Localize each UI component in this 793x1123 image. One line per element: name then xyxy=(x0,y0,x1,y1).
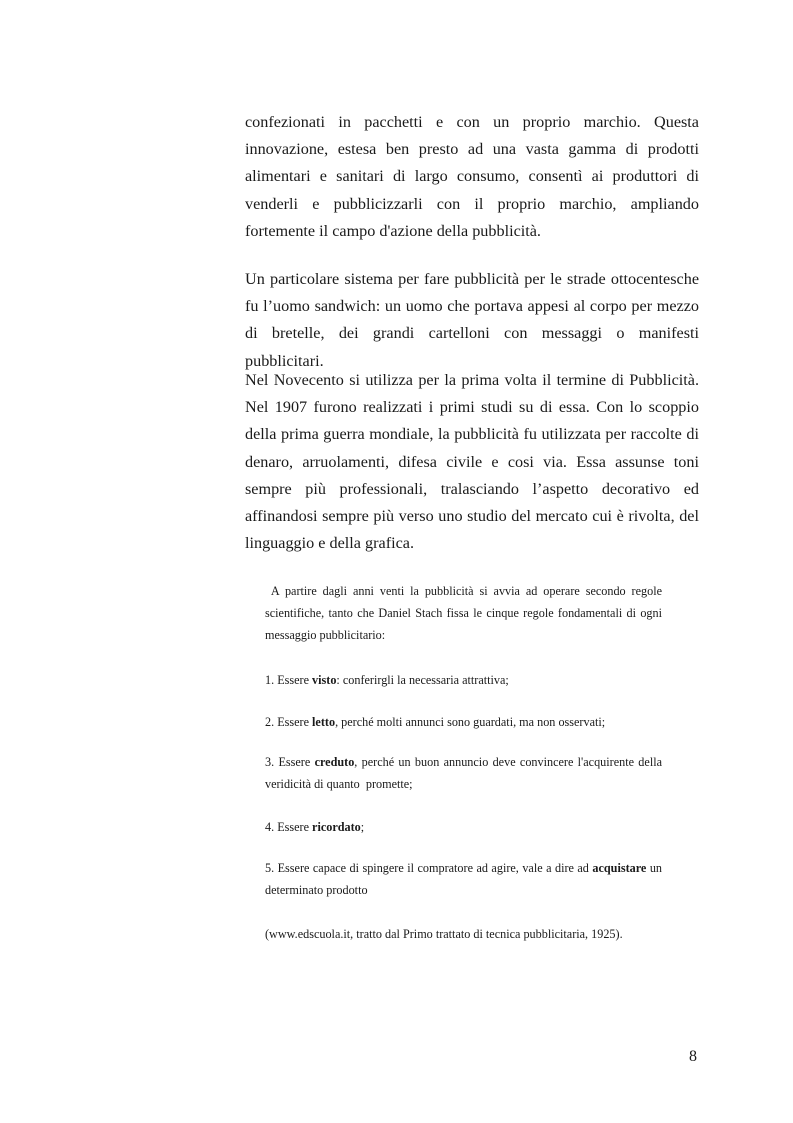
paragraph-text: confezionati in pacchetti e con un proprio marchio. Questa innovazione, estesa ben presto ad una vasta gamma di prodotti alimentari e sanitari di largo consumo, consentì ai produttori di venderli e pubblicizzarli con il proprio marchio, ampliando fortemente il campo d'azione della pubblicità. xyxy=(245,113,699,240)
rule-suffix: : conferirgli la necessaria attrattiva; xyxy=(336,673,509,687)
rule-keyword: acquistare xyxy=(592,861,647,875)
rule-text xyxy=(265,669,662,691)
rule-item-1 xyxy=(265,669,662,691)
rule-item-4 xyxy=(265,816,662,838)
rule-keyword: creduto xyxy=(314,755,355,769)
page-number: 8 xyxy=(689,1048,697,1065)
rule-suffix: , perché molti annunci sono guardati, ma non osservati; xyxy=(335,715,606,729)
rule-prefix: 2. Essere xyxy=(265,715,313,729)
rule-item-5 xyxy=(265,857,666,901)
paragraph-text: Nel Novecento si utilizza per la prima volta il termine di Pubblicità. Nel 1907 furono realizzati i primi studi su di essa. Con lo scoppio della prima guerra mondiale, la pubblicità fu utilizzata per raccolte di denaro, arruolamenti, difesa civile e cosi via. Essa assunse toni sempre più professionali, tralasciando l’aspetto decorativo ed affinandosi sempre più verso uno studio del mercato cui è rivolta, del linguaggio e della grafica. xyxy=(245,371,699,553)
rule-prefix: 3. Essere xyxy=(265,755,315,769)
rule-suffix: , perché un buon annuncio deve convincere l'acquirente della veridicità di quanto promette; xyxy=(265,755,666,791)
quote-intro xyxy=(265,580,666,646)
paragraph-packaging xyxy=(245,109,699,245)
paragraph-sandwich-man xyxy=(245,266,699,375)
paragraph-text: Un particolare sistema per fare pubblicità per le strade ottocentesche fu l’uomo sandwich: un uomo che portava appesi al corpo per mezzo di bretelle, dei grandi cartelloni con messaggi o manifesti pubblicitari. xyxy=(245,270,699,370)
rule-suffix: ; xyxy=(360,820,365,834)
rule-prefix: 1. Essere xyxy=(265,673,313,687)
quote-intro-text: A partire dagli anni venti la pubblicità si avvia ad operare secondo regole scientifiche, tanto che Daniel Stach fissa le cinque regole fondamentali di ogni messaggio pubblicitario: xyxy=(265,584,666,642)
rule-item-3 xyxy=(265,751,666,795)
rule-item-2 xyxy=(265,711,662,733)
rule-suffix: un determinato prodotto xyxy=(265,861,666,897)
rule-keyword: ricordato xyxy=(312,820,361,834)
quote-source xyxy=(265,923,662,945)
rule-keyword: letto xyxy=(312,715,336,729)
rule-text xyxy=(265,857,666,901)
rule-prefix: 5. Essere capace di spingere il compratore ad agire, vale a dire ad xyxy=(265,861,593,875)
rule-text xyxy=(265,816,662,838)
rule-prefix: 4. Essere xyxy=(265,820,313,834)
rule-keyword: visto xyxy=(312,673,337,687)
paragraph-novecento xyxy=(245,367,699,557)
source-citation: (www.edscuola.it, tratto dal Primo trattato di tecnica pubblicitaria, 1925). xyxy=(265,927,623,941)
rule-text xyxy=(265,711,662,733)
rule-text xyxy=(265,751,666,795)
